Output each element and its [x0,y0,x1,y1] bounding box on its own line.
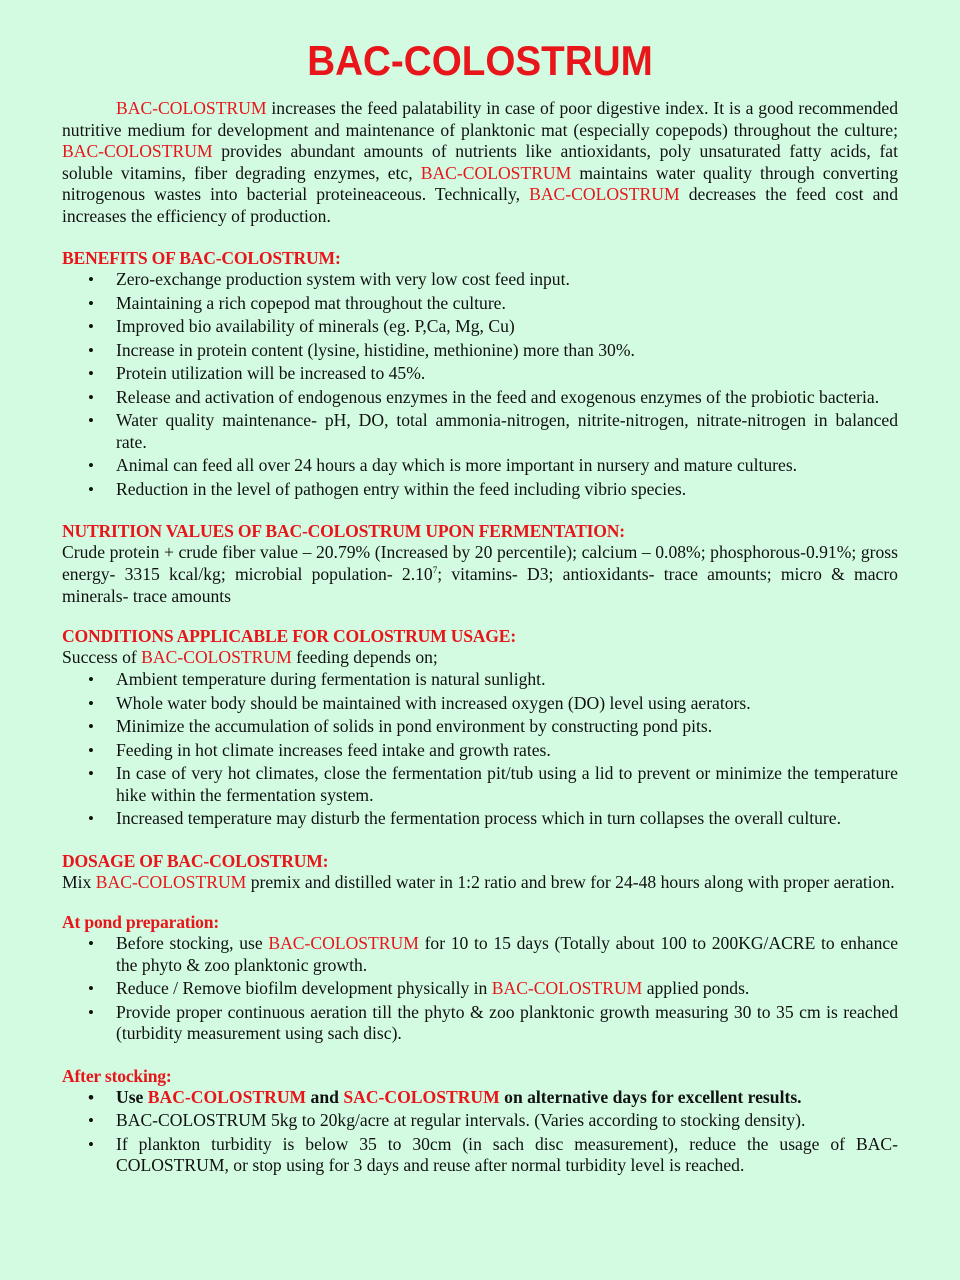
after-stocking-list [62,1087,898,1177]
after-stocking-heading: After stocking: [62,1065,172,1086]
conditions-lead: Success of BAC-COLOSTRUM feeding depends on; [62,647,438,668]
bullet-icon: • [88,934,94,954]
bullet-icon: • [88,1087,94,1107]
list-item: • Protein utilization will be increased to 45%. [88,363,426,383]
brand-alt-name: SAC-COLOSTRUM [343,1086,500,1107]
list-item: • Provide proper continuous aeration till the phyto & zoo planktonic growth measuring 30 to 35 cm is reached (turbidity measurement using sach disc). [88,1001,898,1044]
conditions-list [62,669,898,830]
nutrition-paragraph: Crude protein + crude fiber value – 20.79% (Increased by 20 percentile); calcium – 0.08%; phosphorous-0.91%; gross energy- 3315 kcal/kg; microbial population- 2.10$^7$; vitamins- D3; antioxidants- trace amounts; micro & macro minerals- trace amounts [62,542,898,606]
list-item: • Before stocking, use BAC-COLOSTRUM for 10 to 15 days (Totally about 100 to 200KG/ACRE to enhance the phyto & zoo planktonic growth. [88,933,899,975]
list-item: • Minimize the accumulation of solids in pond environment by constructing pond pits. [88,716,713,737]
list-item: • Reduction in the level of pathogen entry within the feed including vibrio species. [88,478,687,499]
brand-name: BAC-COLOSTRUM [268,933,419,954]
page-title: BAC-COLOSTRUM [307,37,653,84]
brand-name: BAC-COLOSTRUM [95,871,247,892]
list-item: • Improved bio availability of minerals (eg. P,Ca, Mg, Cu) [88,316,515,336]
list-item: • BAC-COLOSTRUM 5kg to 20kg/acre at regular intervals. (Varies according to stocking density). [88,1110,806,1131]
brand-name: BAC-COLOSTRUM [147,1086,307,1107]
list-item: • Reduce / Remove biofilm development physically in BAC-COLOSTRUM applied ponds. [88,978,750,999]
bullet-icon: • [88,340,94,360]
bullet-icon: • [88,317,94,336]
bullet-icon: • [88,1111,94,1131]
brand-name: BAC-COLOSTRUM [116,98,267,118]
bullet-icon: • [88,364,94,383]
pond-prep-heading: At pond preparation: [62,912,219,933]
list-item: • Use BAC-COLOSTRUM and SAC-COLOSTRUM on alternative days for excellent results. [88,1086,802,1107]
bullet-icon: • [88,387,94,407]
conditions-heading: CONDITIONS APPLICABLE FOR COLOSTRUM USAGE: [62,626,516,647]
bullet-icon: • [88,717,94,737]
bullet-icon: • [88,979,94,999]
bullet-icon: • [88,270,94,289]
list-item: • Water quality maintenance- pH, DO, total ammonia-nitrogen, nitrite-nitrogen, nitrate-nitrogen in balanced rate. [88,410,898,452]
bullet-icon: • [88,693,94,713]
bullet-icon: • [88,1002,94,1022]
list-item: • Feeding in hot climate increases feed intake and growth rates. [88,739,551,760]
bullet-icon: • [88,411,94,430]
list-item: • Ambient temperature during fermentation is natural sunlight. [88,669,546,690]
brand-name: BAC-COLOSTRUM [491,978,643,999]
bullet-icon: • [88,1134,94,1154]
bullet-icon: • [88,764,94,784]
list-item: • In case of very hot climates, close the fermentation pit/tub using a lid to prevent or minimize the temperature hike within the fermentation system. [88,763,898,805]
pond-prep-list [62,933,898,1045]
list-item: • Increase in protein content (lysine, histidine, methionine) more than 30%. [88,339,635,360]
intro-paragraph: BAC-COLOSTRUM increases the feed palatability in case of poor digestive index. It is a good recommended nutritive medium for development and maintenance of planktonic mat (especially copepods) throughout the culture; BAC-COLOSTRUM provides abundant amounts of nutrients like antioxidants, poly unsaturated fatty acids, fat soluble vitamins, fiber degrading enzymes, etc, BAC-COLOSTRUM maintains water quality through converting nitrogenous wastes into bacterial proteineaceous. Technically, BAC-COLOSTRUM decreases the feed cost and increases the efficiency of production. [62,98,899,226]
dosage-heading: DOSAGE OF BAC-COLOSTRUM: [62,850,329,871]
bullet-icon: • [88,740,94,760]
bullet-icon: • [88,456,94,475]
bullet-icon: • [88,809,94,829]
list-item: • Whole water body should be maintained with increased oxygen (DO) level using aerators. [88,692,751,713]
bullet-icon: • [88,670,94,690]
benefits-heading: BENEFITS OF BAC-COLOSTRUM: [62,248,341,268]
bullet-icon: • [88,479,94,499]
bullet-icon: • [88,293,94,313]
benefits-list [62,269,898,500]
nutrition-heading: NUTRITION VALUES OF BAC-COLOSTRUM UPON FERMENTATION: [62,521,625,541]
list-item: • Animal can feed all over 24 hours a day which is more important in nursery and mature cultures. [88,455,798,475]
list-item: • Release and activation of endogenous enzymes in the feed and exogenous enzymes of the probiotic bacteria. [88,386,880,407]
brand-name: BAC-COLOSTRUM [141,647,292,668]
brand-name: BAC-COLOSTRUM [62,141,213,161]
list-item: • Zero-exchange production system with very low cost feed input. [88,269,570,289]
dosage-paragraph: Mix BAC-COLOSTRUM premix and distilled water in 1:2 ratio and brew for 24-48 hours along with proper aeration. [62,871,895,892]
list-item: • Maintaining a rich copepod mat throughout the culture. [88,292,506,313]
list-item: • If plankton turbidity is below 35 to 30cm (in sach disc measurement), reduce the usage of BAC-COLOSTRUM, or stop using for 3 days and reuse after normal turbidity level is reached. [88,1133,898,1176]
brand-name: BAC-COLOSTRUM [529,184,680,204]
brand-name: BAC-COLOSTRUM [420,162,572,183]
list-item: • Increased temperature may disturb the fermentation process which in turn collapses the overall culture. [88,808,841,829]
